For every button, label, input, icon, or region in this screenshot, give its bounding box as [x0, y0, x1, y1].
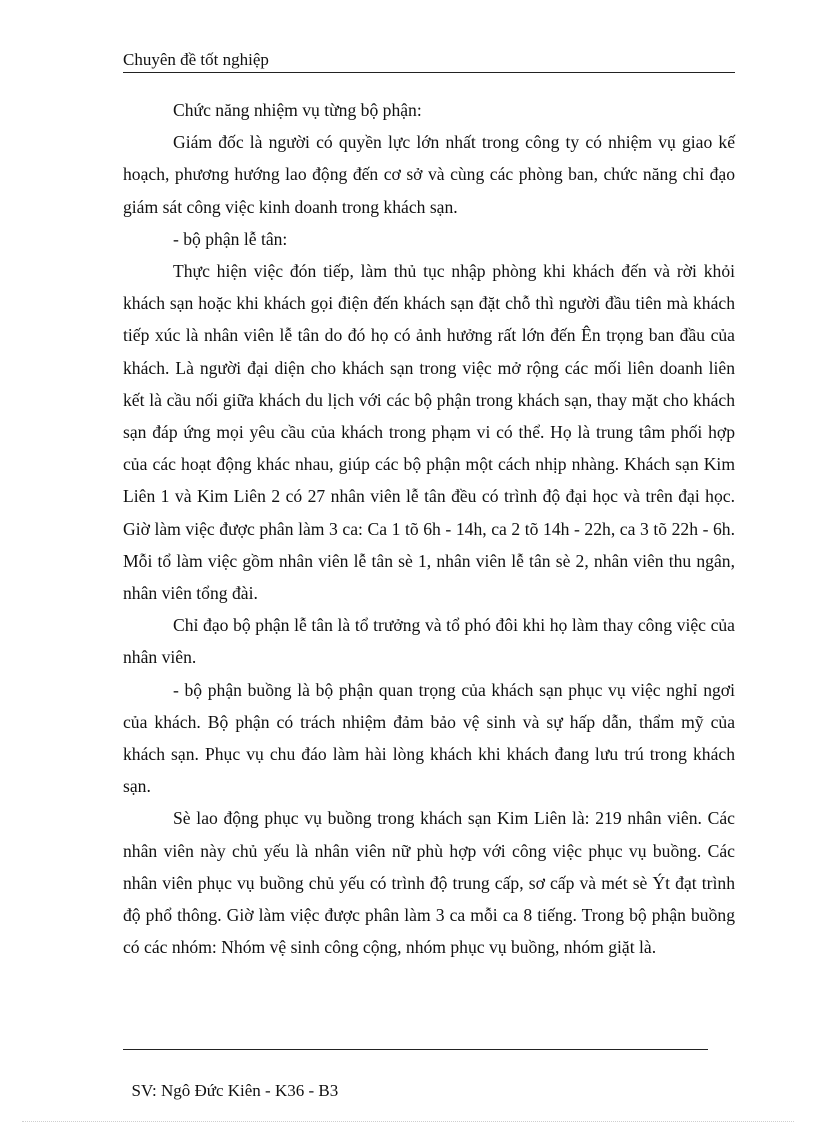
paragraph-director: Giám đốc là người có quyền lực lớn nhất trong công ty có nhiệm vụ giao kế hoạch, phương hướng lao động đến cơ sở và cùng các phòng ban, chức năng chỉ đạo giám sát công việc kinh doanh trong khách sạn. — [123, 132, 735, 217]
page-header — [123, 49, 735, 73]
page-footer — [123, 1055, 713, 1103]
paragraph-reception-management: Chỉ đạo bộ phận lễ tân là tổ trưởng và tổ phó đôi khi họ làm thay công việc của nhân viên. — [123, 615, 735, 668]
footer-divider — [123, 1049, 708, 1050]
paragraph-reception-heading: - bộ phận lễ tân: — [173, 228, 288, 249]
paragraph-housekeeping-staff: Sè lao động phục vụ buồng trong khách sạn Kim Liên là: 219 nhân viên. Các nhân viên này chủ yếu là nhân viên nữ phù hợp với công việc phục vụ buồng. Các nhân viên phục vụ buồng chủ yếu có trình độ trung cấp, sơ cấp và mét sè Ýt đạt trình độ phổ thông. Giờ làm việc được phân làm 3 ca mỗi ca 8 tiếng. Trong bộ phận buồng có các nhóm: Nhóm vệ sinh công cộng, nhóm phục vụ buồng, nhóm giặt là. — [123, 808, 735, 958]
page-bottom-edge — [22, 1121, 794, 1122]
header-title: Chuyên đề tốt nghiệp — [123, 50, 269, 69]
footer-text: SV: Ngô Đức Kiên - K36 - B3 — [131, 1081, 339, 1100]
paragraph-reception-duties: Thực hiện việc đón tiếp, làm thủ tục nhập phòng khi khách đến và rời khỏi khách sạn hoặc khi khách gọi điện đến khách sạn đặt chỗ thì người đầu tiên mà khách tiếp xúc là nhân viên lễ tân do đó họ có ảnh hưởng rất lớn đến Ên trọng ban đầu của khách. Là người đại diện cho khách sạn trong việc mở rộng các mối liên doanh liên kết là cầu nối giữa khách du lịch với các bộ phận trong khách sạn, thay mặt cho khách sạn đáp ứng mọi yêu cầu của khách trong phạm vi có thể. Họ là trung tâm phối hợp của các hoạt động khác nhau, giúp các bộ phận một cách nhịp nhàng. Khách sạn Kim Liên 1 và Kim Liên 2 có 27 nhân viên lễ tân đều có trình độ đại học và trên đại học. Giờ làm việc được phân làm 3 ca: Ca 1 tõ 6h - 14h, ca 2 tõ 14h - 22h, ca 3 tõ 22h - 6h. Mỗi tổ làm việc gồm nhân viên lễ tân sè 1, nhân viên lễ tân sè 2, nhân viên thu ngân, nhân viên tổng đài. — [123, 261, 735, 604]
paragraph-functions-heading: Chức năng nhiệm vụ từng bộ phận: — [173, 100, 422, 120]
paragraph-housekeeping: - bộ phận buồng là bộ phận quan trọng của khách sạn phục vụ việc nghỉ ngơi của khách. Bộ phận có trách nhiệm đảm bảo vệ sinh và sự hấp dẫn, thẩm mỹ của khách sạn. Phục vụ chu đáo làm hài lòng khách khi khách đang lưu trú trong khách sạn. — [123, 679, 735, 797]
document-body — [123, 94, 735, 963]
